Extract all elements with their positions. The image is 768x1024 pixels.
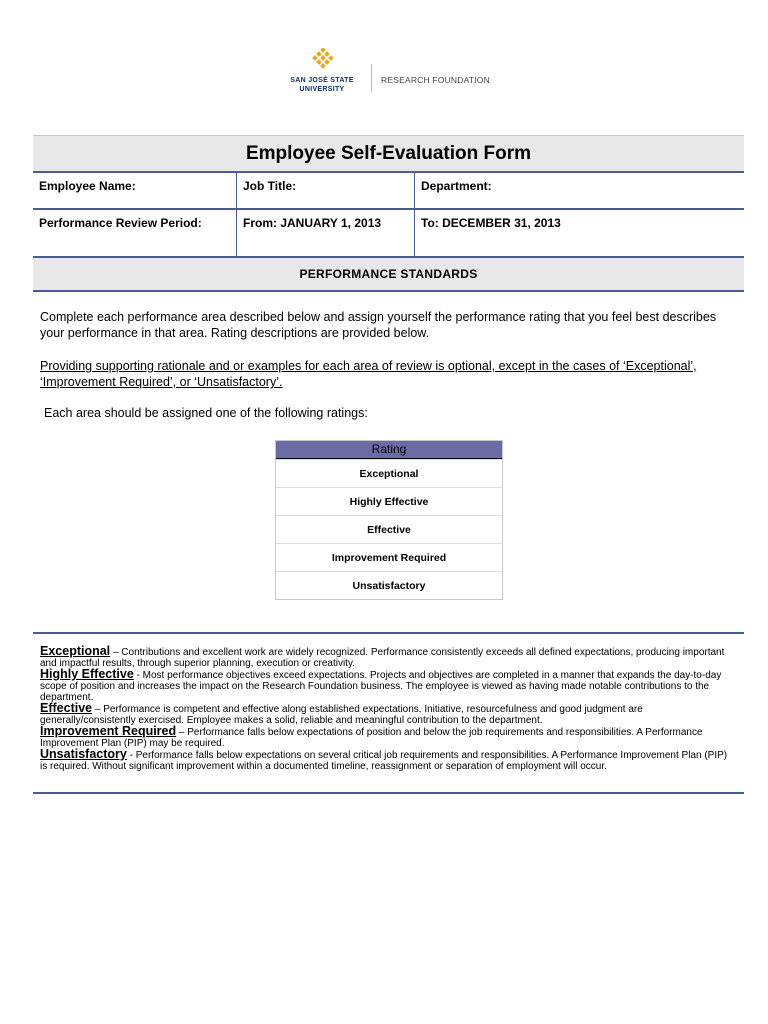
review-to-field[interactable]: To: DECEMBER 31, 2013: [421, 216, 561, 230]
research-foundation-label: RESEARCH FOUNDATION: [381, 75, 490, 85]
rating-table: [275, 440, 503, 600]
definition-term: Improvement Required: [40, 724, 177, 738]
definition-term: Unsatisfactory: [40, 747, 127, 761]
definition-text: – Performance falls below expectations of position and below the job requirements and responsibilities. A Performance Improvement Plan (PIP) may be required.: [40, 727, 703, 749]
definition-term: Exceptional: [40, 644, 111, 658]
sjsu-logo-mark-icon: [312, 48, 334, 70]
instructions-paragraph-2: Providing supporting rationale and or examples for each area of review is optional, except in the cases of ‘Exceptional’, ‘Improvement Required’, or ‘Unsatisfactory’.: [40, 359, 697, 389]
definition-improvement-required: [40, 726, 737, 749]
logo-divider: [371, 64, 372, 92]
review-period-row: [33, 210, 744, 258]
definition-text: - Most performance objectives exceed expectations. Projects and objectives are completed in a manner that expands the day-to-day scope of position and increases the impact on the Research Foundation business. The employee is viewed as having made notable contributions to the department.: [40, 670, 722, 703]
review-from-field[interactable]: From: JANUARY 1, 2013: [237, 210, 415, 256]
rating-row-highly-effective: Highly Effective: [276, 487, 502, 515]
definition-text: – Contributions and excellent work are widely recognized. Performance consistently exceeds all defined expectations, producing important and impactful results, through superior planning, execution or creativity.: [40, 647, 725, 669]
instructions-section: [33, 292, 744, 634]
instructions-paragraph-3: Each area should be assigned one of the following ratings:: [44, 406, 368, 420]
rating-row-effective: Effective: [276, 515, 502, 543]
rating-definitions: [33, 634, 744, 794]
form-title: Employee Self-Evaluation Form: [33, 135, 744, 173]
rating-row-unsatisfactory: Unsatisfactory: [276, 571, 502, 599]
header-logo: [0, 45, 768, 105]
department-field[interactable]: Department:: [421, 179, 492, 193]
university-name: [286, 76, 358, 94]
performance-standards-heading: PERFORMANCE STANDARDS: [33, 258, 744, 292]
employee-name-field[interactable]: Employee Name:: [33, 173, 237, 208]
instructions-paragraph-1: Complete each performance area described below and assign yourself the performance rating that you feel best describes your performance in that area. Rating descriptions are provided below.: [40, 310, 717, 340]
job-title-field[interactable]: Job Title:: [237, 173, 415, 208]
rating-row-exceptional: Exceptional: [276, 459, 502, 487]
definition-exceptional: [40, 646, 737, 669]
definition-highly-effective: [40, 669, 737, 703]
definition-text: - Performance falls below expectations on several critical job requirements and responsibilities. A Performance Improvement Plan (PIP) is required. Without significant improvement within a documented timeline, reassignment or separation of employment will occur.: [40, 750, 728, 772]
definition-unsatisfactory: [40, 749, 737, 772]
definition-effective: [40, 703, 737, 726]
employee-info-row: [33, 173, 744, 210]
university-line1: SAN JOSÉ STATE: [290, 77, 354, 84]
university-line2: UNIVERSITY: [299, 86, 345, 93]
rating-row-improvement-required: Improvement Required: [276, 543, 502, 571]
definition-term: Highly Effective: [40, 667, 134, 681]
evaluation-form: [33, 135, 744, 794]
rating-table-header: Rating: [276, 441, 502, 459]
definition-text: – Performance is competent and effective along established expectations. Initiative, resourcefulness and good judgment are generally/consistently exercised. Employee makes a solid, reliable and meaningful contribution to the department.: [40, 704, 643, 726]
definition-term: Effective: [40, 701, 93, 715]
review-period-label: Performance Review Period:: [33, 210, 237, 256]
